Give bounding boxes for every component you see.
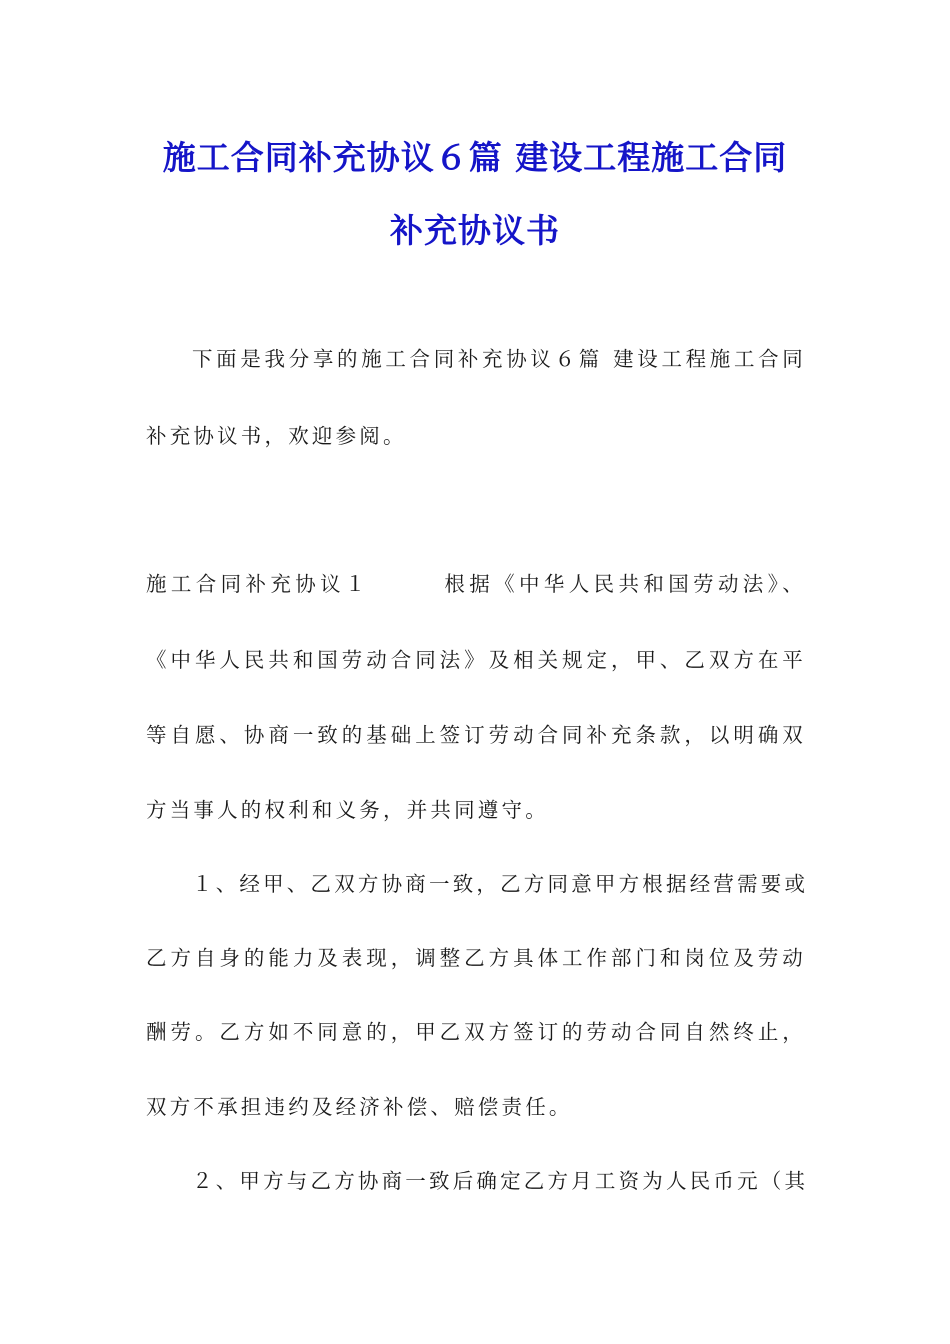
- section1-line-1: 施工合同补充协议１ 根据《中华人民共和国劳动法》、: [146, 572, 806, 596]
- clause2-line-1: ２、甲方与乙方协商一致后确定乙方月工资为人民币元（其: [192, 1169, 809, 1193]
- intro-line-2: 补充协议书，欢迎参阅。: [146, 424, 407, 448]
- clause1-line-2: 乙方自身的能力及表现，调整乙方具体工作部门和岗位及劳动: [146, 946, 806, 970]
- section1-line-3: 等自愿、协商一致的基础上签订劳动合同补充条款，以明确双: [146, 723, 806, 747]
- clause1-line-4: 双方不承担违约及经济补偿、赔偿责任。: [146, 1095, 573, 1119]
- document-title-line-2: 补充协议书: [390, 211, 560, 250]
- document-title-line-1: 施工合同补充协议６篇 建设工程施工合同: [162, 138, 788, 177]
- intro-line-1: 下面是我分享的施工合同补充协议６篇 建设工程施工合同: [192, 347, 806, 371]
- clause1-line-3: 酬劳。乙方如不同意的，甲乙双方签订的劳动合同自然终止，: [146, 1020, 806, 1044]
- section1-line-2: 《中华人民共和国劳动合同法》及相关规定，甲、乙双方在平: [146, 648, 806, 672]
- clause1-line-1: １、经甲、乙双方协商一致，乙方同意甲方根据经营需要或: [192, 872, 809, 896]
- section1-line-4: 方当事人的权利和义务，并共同遵守。: [146, 798, 549, 822]
